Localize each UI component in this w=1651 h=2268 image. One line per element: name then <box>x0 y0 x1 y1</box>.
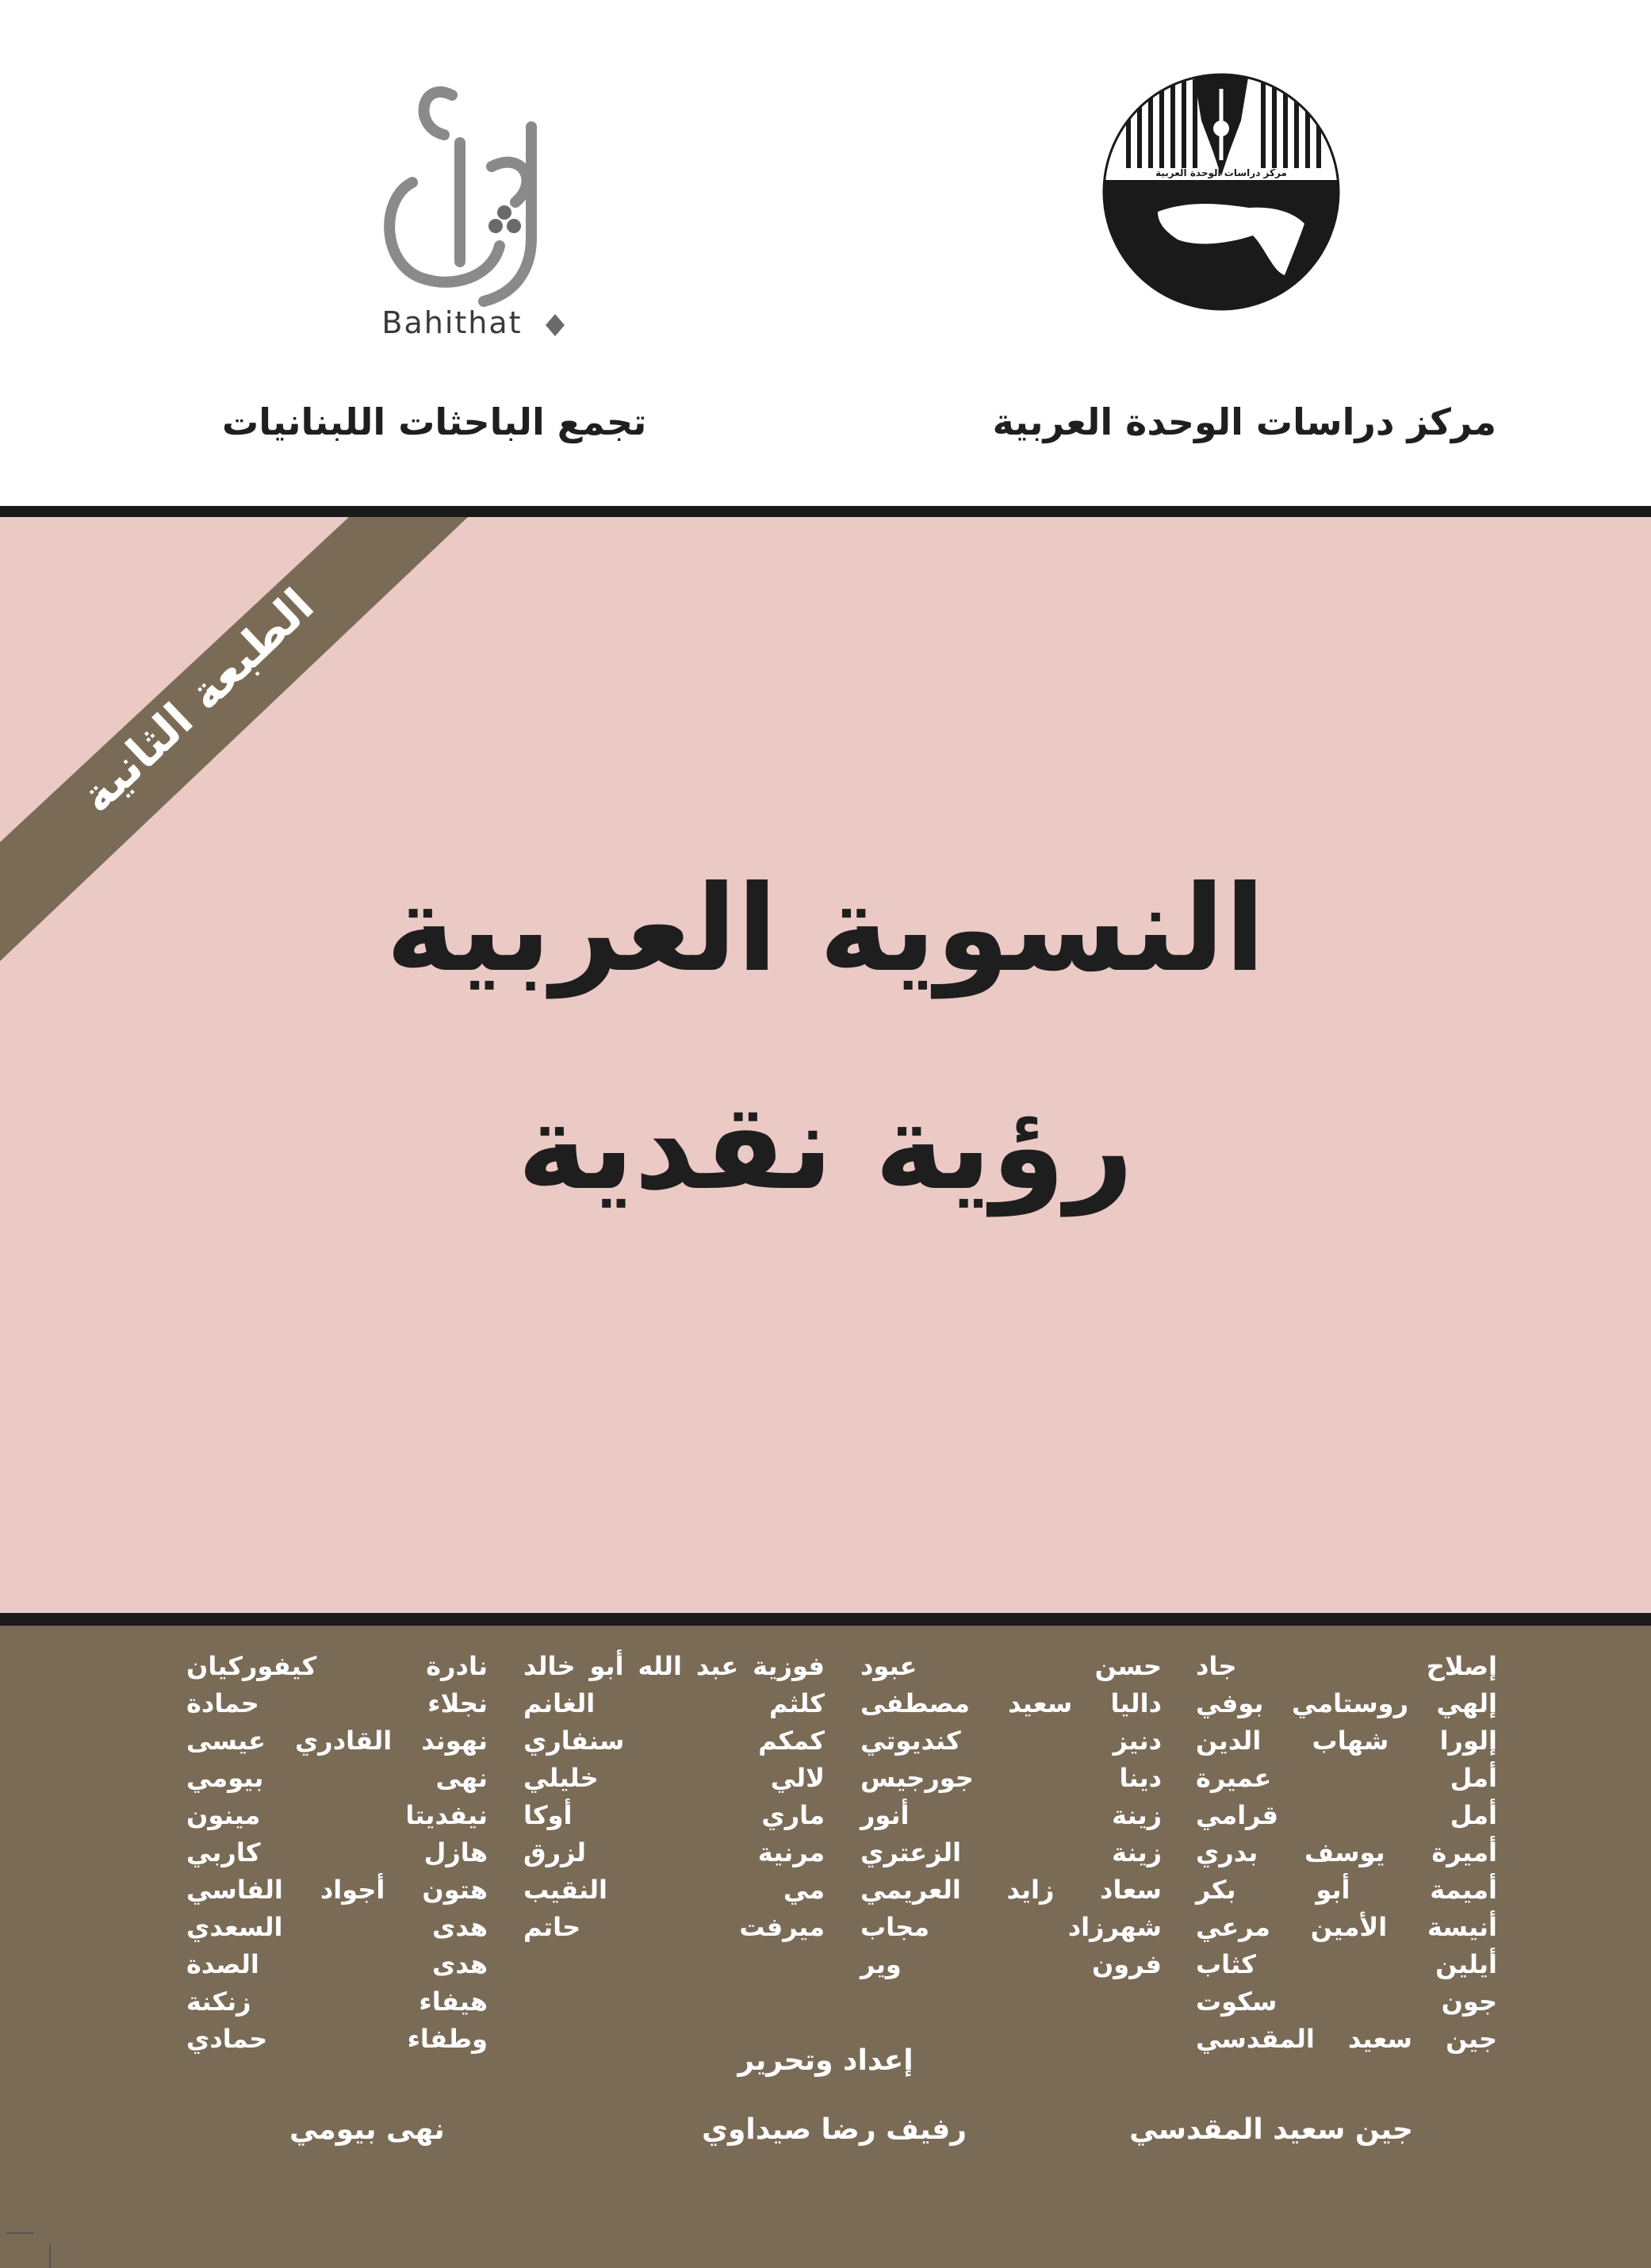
editor-name: نهى بيومي <box>289 2113 445 2146</box>
caus-logo-text: مركز دراسات الوحدة العربية <box>1155 167 1287 178</box>
edition-ribbon-text: الطبعة الثانية <box>69 577 324 824</box>
contributor-name: دينا جورجيس <box>860 1763 1162 1793</box>
contributor-name: هازل كاربي <box>186 1837 488 1868</box>
contributor-name: هدى الصدة <box>186 1949 488 1979</box>
editor-name: رفيف رضا صيداوي <box>702 2113 967 2146</box>
contributor-name: أنيسة الأمين مرعي <box>1196 1912 1497 1942</box>
contributors-column-4 <box>186 1648 488 2058</box>
caus-logo <box>1102 73 1340 311</box>
contributor-name: نهوند القادري عيسى <box>186 1726 488 1756</box>
contributor-name: داليا سعيد مصطفى <box>860 1688 1162 1718</box>
contributor-name: ماري أوكا <box>523 1800 825 1830</box>
top-divider <box>0 506 1651 517</box>
bottom-divider <box>0 1613 1651 1626</box>
contributor-name: أميمة أبو بكر <box>1196 1875 1497 1905</box>
contributors-column-1 <box>1196 1648 1497 2058</box>
book-title-line2: رؤية نقدية <box>517 1078 1134 1216</box>
contributor-name: إلهي روستامي بوفي <box>1196 1688 1497 1718</box>
editor-name: جين سعيد المقدسي <box>1129 2113 1413 2146</box>
contributor-name: هدى السعدي <box>186 1912 488 1942</box>
contributor-name: هتون أجواد الفاسي <box>186 1875 488 1905</box>
contributor-name: شهرزاد مجاب <box>860 1912 1162 1942</box>
contributor-name: مي النقيب <box>523 1875 825 1905</box>
contributor-name: مرنية لزرق <box>523 1837 825 1868</box>
contributor-name: جين سعيد المقدسي <box>1196 2024 1497 2054</box>
contributors-column-2 <box>860 1648 1162 1983</box>
crop-mark <box>6 2232 33 2234</box>
contributor-name: أيلين كثاب <box>1196 1949 1497 1979</box>
prepared-by-label: إعداد وتحرير <box>737 2044 914 2077</box>
contributor-name: فرون وير <box>860 1949 1162 1979</box>
contributor-name: دنيز كنديوتي <box>860 1726 1162 1756</box>
contributor-name: نيفديتا مينون <box>186 1800 488 1830</box>
contributor-name: زينة الزعتري <box>860 1837 1162 1868</box>
contributor-name: أمل عميرة <box>1196 1763 1497 1793</box>
publisher-caus: مركز دراسات الوحدة العربية <box>992 400 1496 443</box>
book-title-line1: النسوية العربية <box>385 860 1266 998</box>
contributor-name: نادرة كيفوركيان <box>186 1651 488 1681</box>
contributor-name: زينة أنور <box>860 1800 1162 1830</box>
publisher-bahithat: تجمع الباحثات اللبنانيات <box>222 400 647 443</box>
contributor-name: حسن عبود <box>860 1651 1162 1681</box>
contributor-name: نجلاء حمادة <box>186 1688 488 1718</box>
contributor-name: أمل قرامي <box>1196 1800 1497 1830</box>
contributor-name: كمكم سنفاري <box>523 1726 825 1756</box>
contributor-name: إصلاح جاد <box>1196 1651 1497 1681</box>
contributor-name: وطفاء حمادي <box>186 2024 488 2054</box>
contributor-name: هيفاء زنكنة <box>186 1986 488 2017</box>
contributor-name: جون سكوت <box>1196 1986 1497 2017</box>
bahithat-latin-wordmark: Bahithat <box>381 305 523 340</box>
contributor-name: نهى بيومي <box>186 1763 488 1793</box>
caus-logo-mark <box>1102 73 1340 311</box>
contributor-name: ميرفت حاتم <box>523 1912 825 1942</box>
contributor-name: أميرة يوسف بدري <box>1196 1837 1497 1868</box>
contributors-column-3 <box>523 1648 825 1946</box>
crop-mark <box>49 2244 51 2268</box>
contributor-name: سعاد زايد العريمي <box>860 1875 1162 1905</box>
contributor-name: كلثم الغانم <box>523 1688 825 1718</box>
contributor-name: فوزية عبد الله أبو خالد <box>523 1651 825 1681</box>
contributor-name: إلورا شهاب الدين <box>1196 1726 1497 1756</box>
contributor-name: لالي خليلي <box>523 1763 825 1793</box>
